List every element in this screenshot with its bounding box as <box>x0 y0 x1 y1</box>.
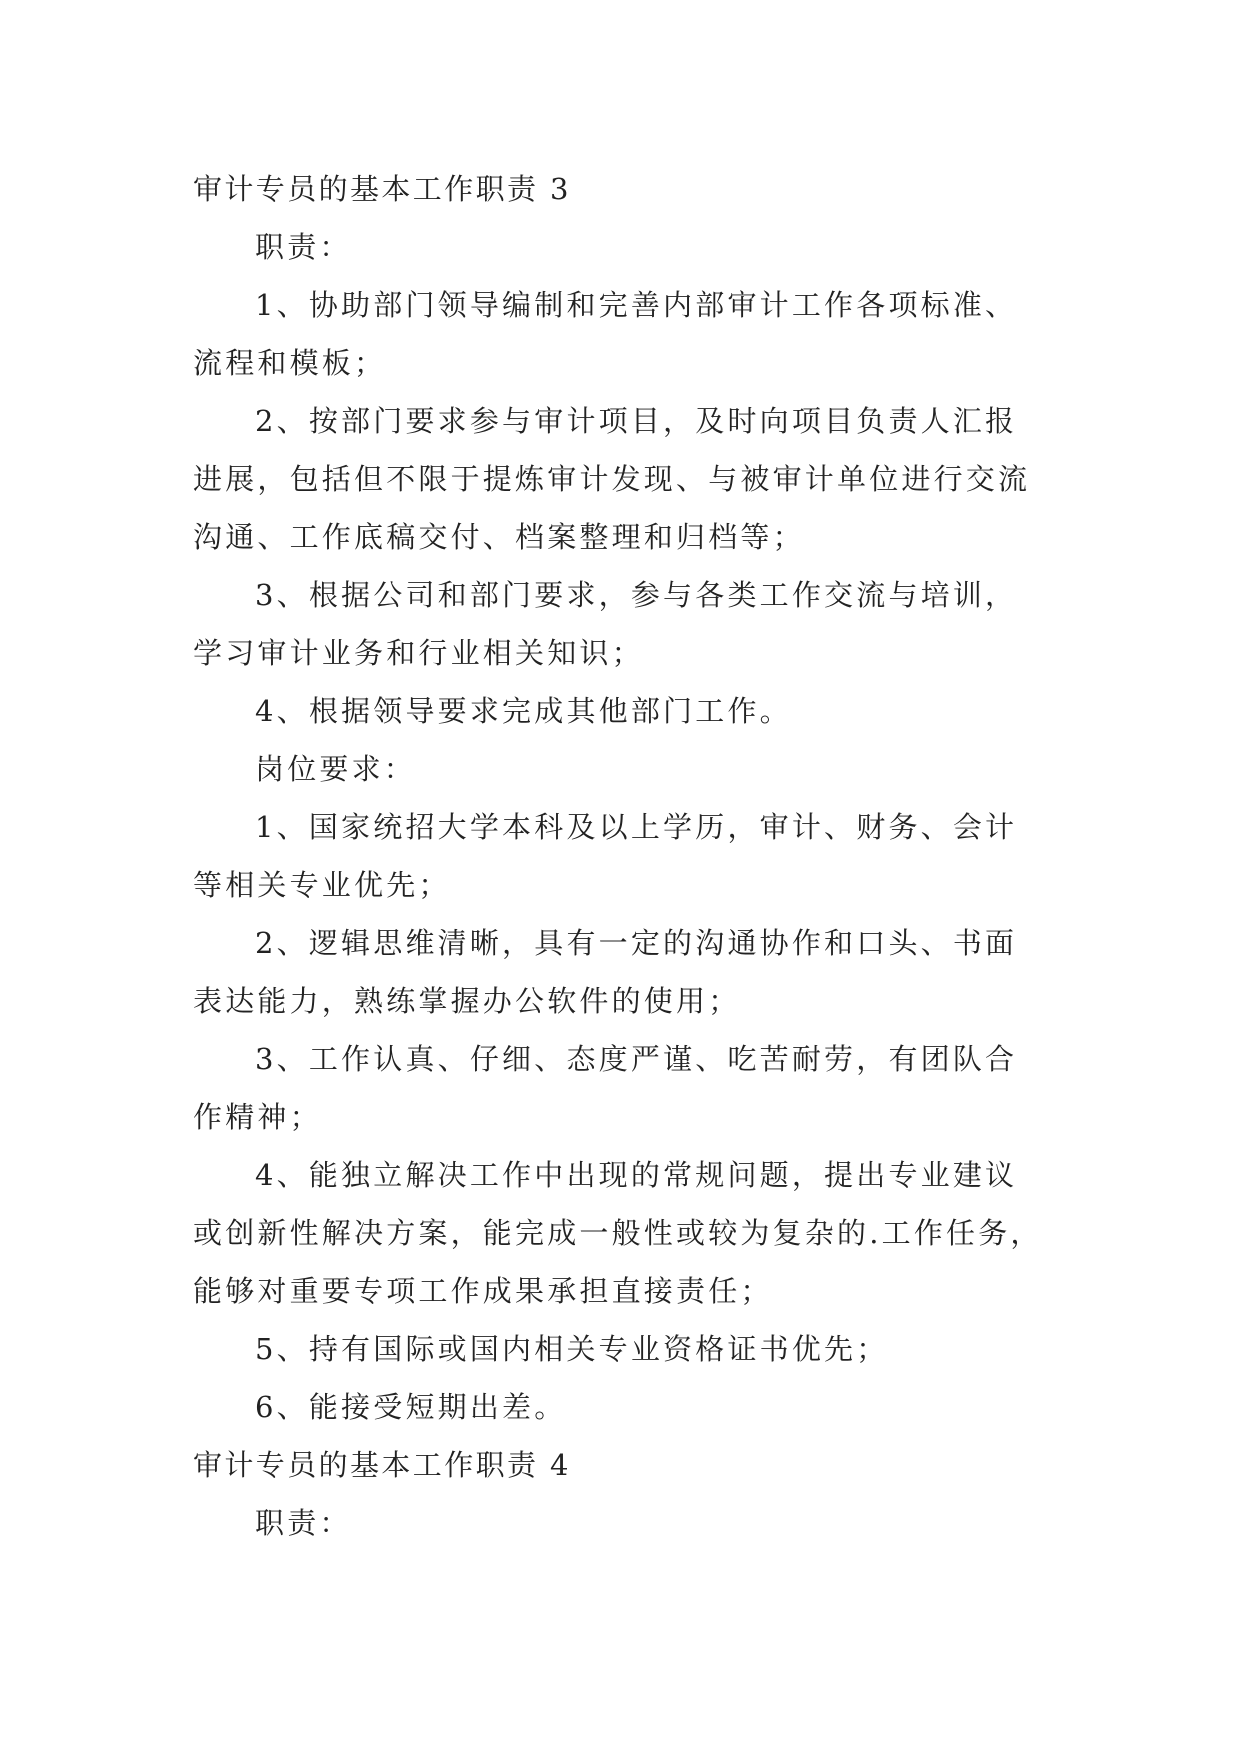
paragraph-line: 4、根据领导要求完成其他部门工作。 <box>255 694 792 728</box>
paragraph-line: 1、国家统招大学本科及以上学历，审计、财务、会计 <box>255 810 1018 844</box>
section-heading: 审计专员的基本工作职责 4 <box>193 1448 571 1482</box>
document-page <box>193 160 1073 1552</box>
section-heading: 审计专员的基本工作职责 3 <box>193 172 571 206</box>
paragraph-line: 表达能力，熟练掌握办公软件的使用； <box>193 984 741 1018</box>
paragraph-line: 3、根据公司和部门要求，参与各类工作交流与培训， <box>255 578 1018 612</box>
paragraph-line: 5、持有国际或国内相关专业资格证书优先； <box>255 1332 889 1366</box>
paragraph-line: 2、逻辑思维清晰，具有一定的沟通协作和口头、书面 <box>255 926 1018 960</box>
paragraph-line: 作精神； <box>193 1100 322 1134</box>
paragraph-line: 1、协助部门领导编制和完善内部审计工作各项标准、 <box>255 288 1018 322</box>
paragraph-line: 4、能独立解决工作中出现的常规问题，提出专业建议 <box>255 1158 1018 1192</box>
paragraph-line: 等相关专业优先； <box>193 868 451 902</box>
paragraph-line: 或创新性解决方案，能完成一般性或较为复杂的.工作任务， <box>193 1216 1043 1250</box>
paragraph-line: 6、能接受短期出差。 <box>255 1390 567 1424</box>
paragraph-line: 2、按部门要求参与审计项目，及时向项目负责人汇报 <box>255 404 1018 438</box>
subheading-duties: 职责： <box>255 1506 352 1540</box>
paragraph-line: 3、工作认真、仔细、态度严谨、吃苦耐劳，有团队合 <box>255 1042 1018 1076</box>
paragraph-line: 沟通、工作底稿交付、档案整理和归档等； <box>193 520 805 554</box>
paragraph-line: 学习审计业务和行业相关知识； <box>193 636 644 670</box>
subheading-requirements: 岗位要求： <box>255 752 417 786</box>
paragraph-line: 进展，包括但不限于提炼审计发现、与被审计单位进行交流 <box>193 462 1031 496</box>
paragraph-line: 流程和模板； <box>193 346 387 380</box>
subheading-duties: 职责： <box>255 230 352 264</box>
paragraph-line: 能够对重要专项工作成果承担直接责任； <box>193 1274 773 1308</box>
